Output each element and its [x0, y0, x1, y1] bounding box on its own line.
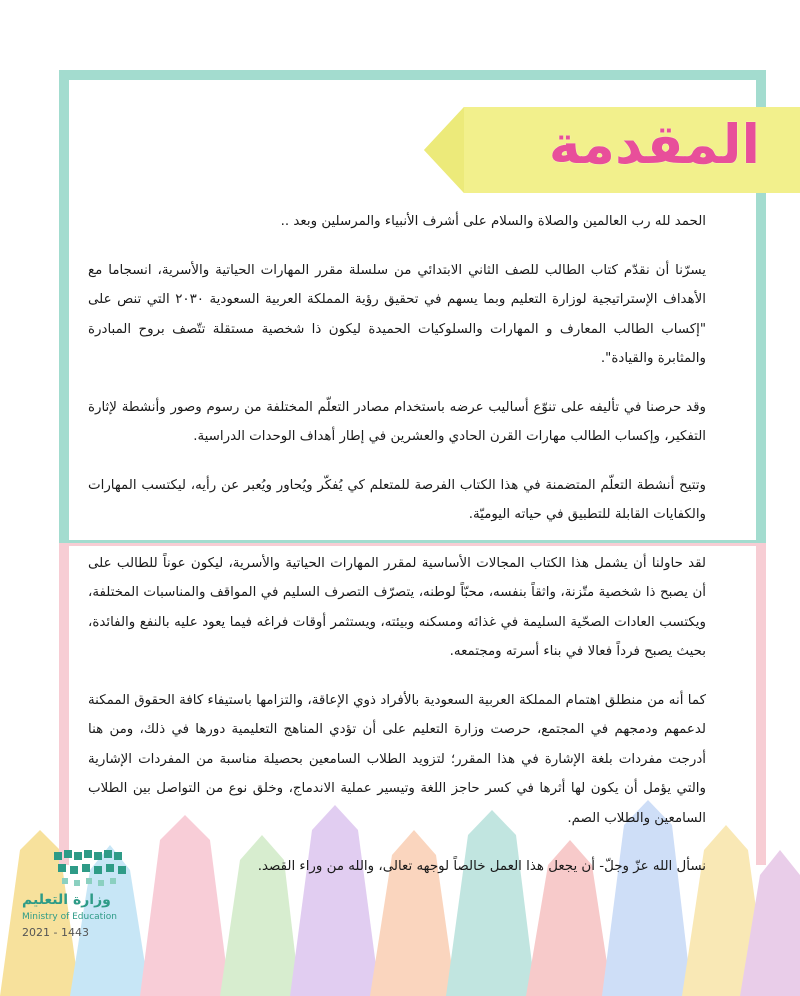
ministry-name-english: Ministry of Education	[22, 912, 117, 922]
ministry-name-arabic: وزارة التعليم	[22, 892, 111, 908]
paragraph-activities: وتتيح أنشطة التعلّم المتضمنة في هذا الكتاب الفرصة للمتعلم كي يُفكّر ويُحاور ويُعبر عن رأيه، ليكتسب المهارات والكفايات القابلة للتطبيق في حياته اليوميّة.	[88, 477, 706, 522]
title-banner	[424, 105, 800, 195]
page-title: المقدمة	[548, 113, 760, 176]
edition-year: 2021 - 1443	[22, 926, 89, 939]
paragraph-methods: وقد حرصنا في تأليفه على تنوّع أساليب عرضه باستخدام مصادر التعلّم المختلفة من رسوم وصور وأنشطة لإثارة التفكير، وإكساب الطالب مهارات القرن الحادي والعشرين في إطار أهداف الوحدات الدراسية.	[88, 399, 706, 444]
paragraph-closing: نسأل الله عزّ وجلّ- أن يجعل هذا العمل خالصاً لوجهه تعالى، والله من وراء القصد.	[257, 859, 706, 874]
ministry-logo	[22, 848, 132, 943]
paragraph-sign-language: كما أنه من منطلق اهتمام المملكة العربية السعودية بالأفراد ذوي الإعاقة، والتزامها باستيفاء كافة الحقوق الممكنة لدعمهم ودمجهم في المجتمع، حرصت وزارة التعليم على أن تؤدي المناهج التعليمية دورها في ذلك، ومن هنا أدرجت مفردات بلغة الإشارة في هذا المقرر؛ لتزويد الطلاب السامعين بحصيلة مناسبة من المفردات الإشارية والتي يؤمل أن يكون لها أثرها في كسر حاجز اللغة وتيسير عملية الاندماج، وخلق نوع من التواصل بين الطلاب السامعين والطلاب الصم.	[88, 692, 706, 826]
ministry-emblem-icon	[52, 848, 132, 890]
paragraph-greeting: الحمد لله رب العالمين والصلاة والسلام على أشرف الأنبياء والمرسلين وبعد ..	[280, 214, 706, 229]
paragraph-domains: لقد حاولنا أن يشمل هذا الكتاب المجالات الأساسية لمقرر المهارات الحياتية والأسرية، ليكون عوناً للطالب على أن يصبح ذا شخصية متّزنة، واثقاً بنفسه، محبّاً لوطنه، يتصرّف التصرف السليم في المواقف والمناسبات المختلفة، ويكتسب العادات الصحّية السليمة في غذائه ومسكنه وبيئته، ويستثمر أوقات فراغه فيما يعود عليه بالنفع والفائدة، بحيث يصبح فرداً فعالا في بناء أسرته ومجتمعه.	[88, 555, 706, 659]
introduction-text	[88, 207, 706, 901]
paragraph-book-intro: يسرّنا أن نقدّم كتاب الطالب للصف الثاني الابتدائي من سلسلة مقرر المهارات الحياتية والأسرية، انسجاما مع الأهداف الإستراتيجية لوزارة التعليم وبما يسهم في تحقيق رؤية المملكة العربية السعودية ٢٠٣٠ التي تنص على "إكساب الطالب المعارف و المهارات والسلوكيات الحميدة ليكون ذا شخصية مستقلة تتّصف بروح المبادرة والمثابرة والقيادة".	[88, 262, 706, 366]
